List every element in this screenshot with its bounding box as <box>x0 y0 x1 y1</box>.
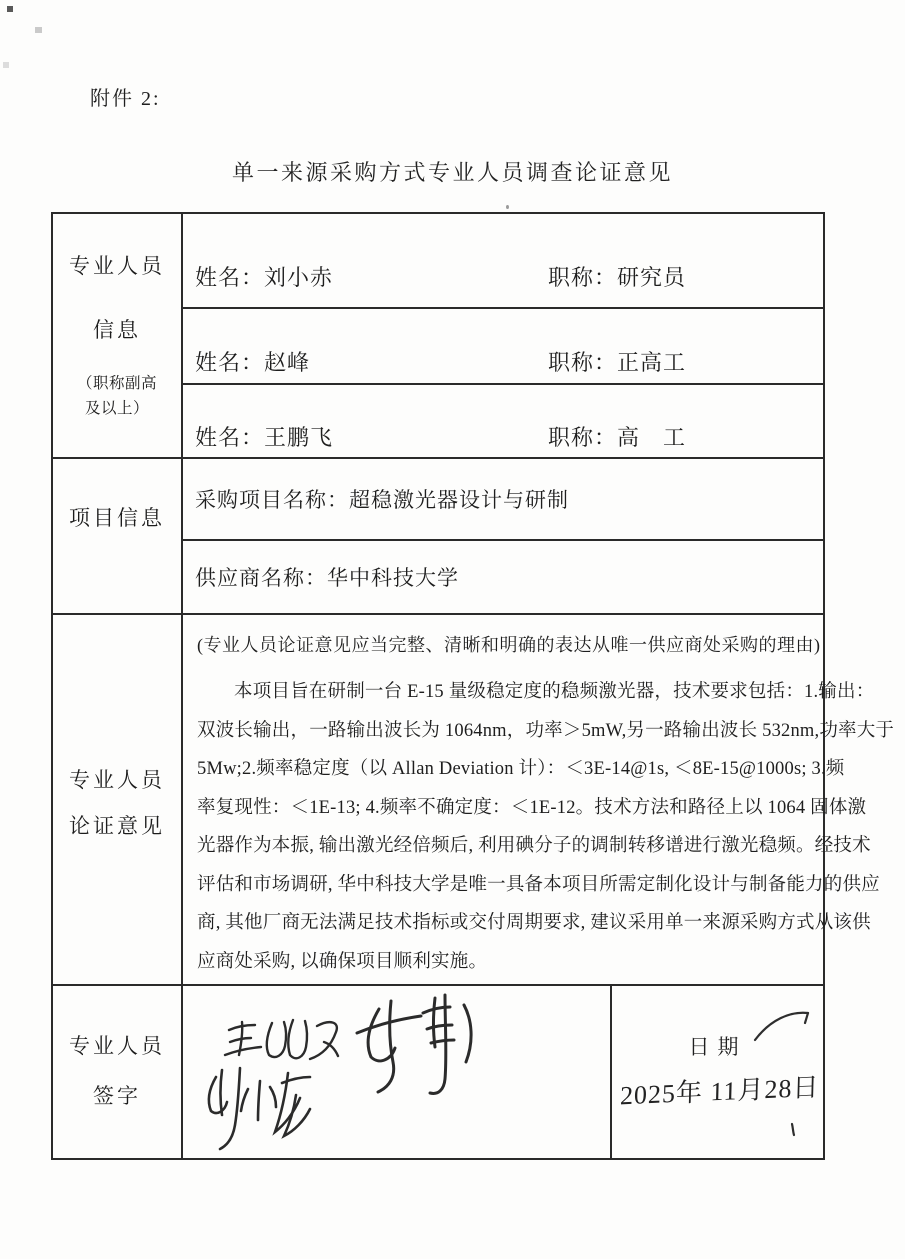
project-info-label: 项目信息 <box>69 506 165 530</box>
table-row <box>183 214 823 307</box>
supplier-name: 供应商名称：华中科技大学 <box>195 566 459 590</box>
personnel-info-label: 信息 <box>93 318 141 342</box>
person-title: 职称：研究员 <box>548 264 687 290</box>
opinion-paragraph <box>197 673 895 981</box>
project-name: 采购项目名称：超稳激光器设计与研制 <box>195 488 569 512</box>
scan-artifact <box>506 205 509 209</box>
opinion-label: 专业人员 <box>69 768 165 792</box>
signature-label: 签字 <box>93 1084 141 1108</box>
opinion-line: 应商处采购, 以确保项目顺利实施。 <box>197 951 488 972</box>
opinion-line: 光器作为本振, 输出激光经倍频后, 利用碘分子的调制转移谱进行激光稳频。经技术 <box>197 836 871 856</box>
scan-artifact <box>3 62 9 68</box>
signature-zhaofeng <box>357 995 471 1093</box>
opinion-line: 5Mw;2.频率稳定度（以 Allan Deviation 计）：＜3E-14@1s, ＜8E-15@1000s; 3.频 <box>197 759 845 779</box>
opinion-line: 率复现性：＜1E-13; 4.频率不确定度：＜1E-12。技术方法和路径上以 1064 固体激 <box>197 797 867 818</box>
opinion-line: 本项目旨在研制一台 E-15 量级稳定度的稳频激光器，技术要求包括：1.输出： <box>234 682 875 702</box>
date-label: 日期 <box>688 1035 747 1059</box>
signature-wangpengfei <box>225 1020 338 1059</box>
table-row <box>183 459 823 539</box>
handwritten-date: 2025年 11月28日 <box>619 1072 820 1111</box>
personnel-info-sublabel: 及以上） <box>84 400 149 417</box>
signature-cell <box>183 985 610 1160</box>
scan-artifact <box>35 27 42 33</box>
opinion-line: 双波长输出，一路输出波长为 1064nm，功率＞5mW,另一路输出波长 532nm,功率大于 <box>197 720 895 741</box>
handwritten-signatures <box>183 985 610 1160</box>
date-cell <box>612 985 823 1160</box>
personnel-info-label: 专业人员 <box>69 254 165 278</box>
personnel-info-sublabel: （职称副高 <box>76 375 157 392</box>
signature-label: 专业人员 <box>69 1034 165 1058</box>
person-title: 职称：正高工 <box>548 350 687 375</box>
opinion-line: 商, 其他厂商无法满足技术指标或交付周期要求, 建议采用单一来源采购方式从该供 <box>197 913 871 933</box>
opinion-label: 论证意见 <box>69 814 165 838</box>
page-title: 单一来源采购方式专业人员调查论证意见 <box>231 160 673 185</box>
person-name: 姓名：赵峰 <box>195 350 311 375</box>
opinion-line: 评估和市场调研, 华中科技大学是唯一具备本项目所需定制化设计与制备能力的供应 <box>197 874 880 895</box>
person-name: 姓名：刘小赤 <box>195 264 334 290</box>
table-row <box>183 309 823 383</box>
person-name: 姓名：王鹏飞 <box>195 425 334 450</box>
table-row <box>183 541 823 613</box>
signature-liuxiaochi <box>209 1068 310 1149</box>
person-title: 职称：高 工 <box>548 425 687 450</box>
scan-artifact <box>7 6 13 12</box>
opinion-cell <box>183 614 895 985</box>
attachment-label: 附件 2: <box>90 88 161 110</box>
opinion-note: (专业人员论证意见应当完整、清晰和明确的表达从唯一供应商处采购的理由) <box>197 635 821 655</box>
table-row <box>183 385 823 457</box>
form-table <box>51 212 895 1160</box>
